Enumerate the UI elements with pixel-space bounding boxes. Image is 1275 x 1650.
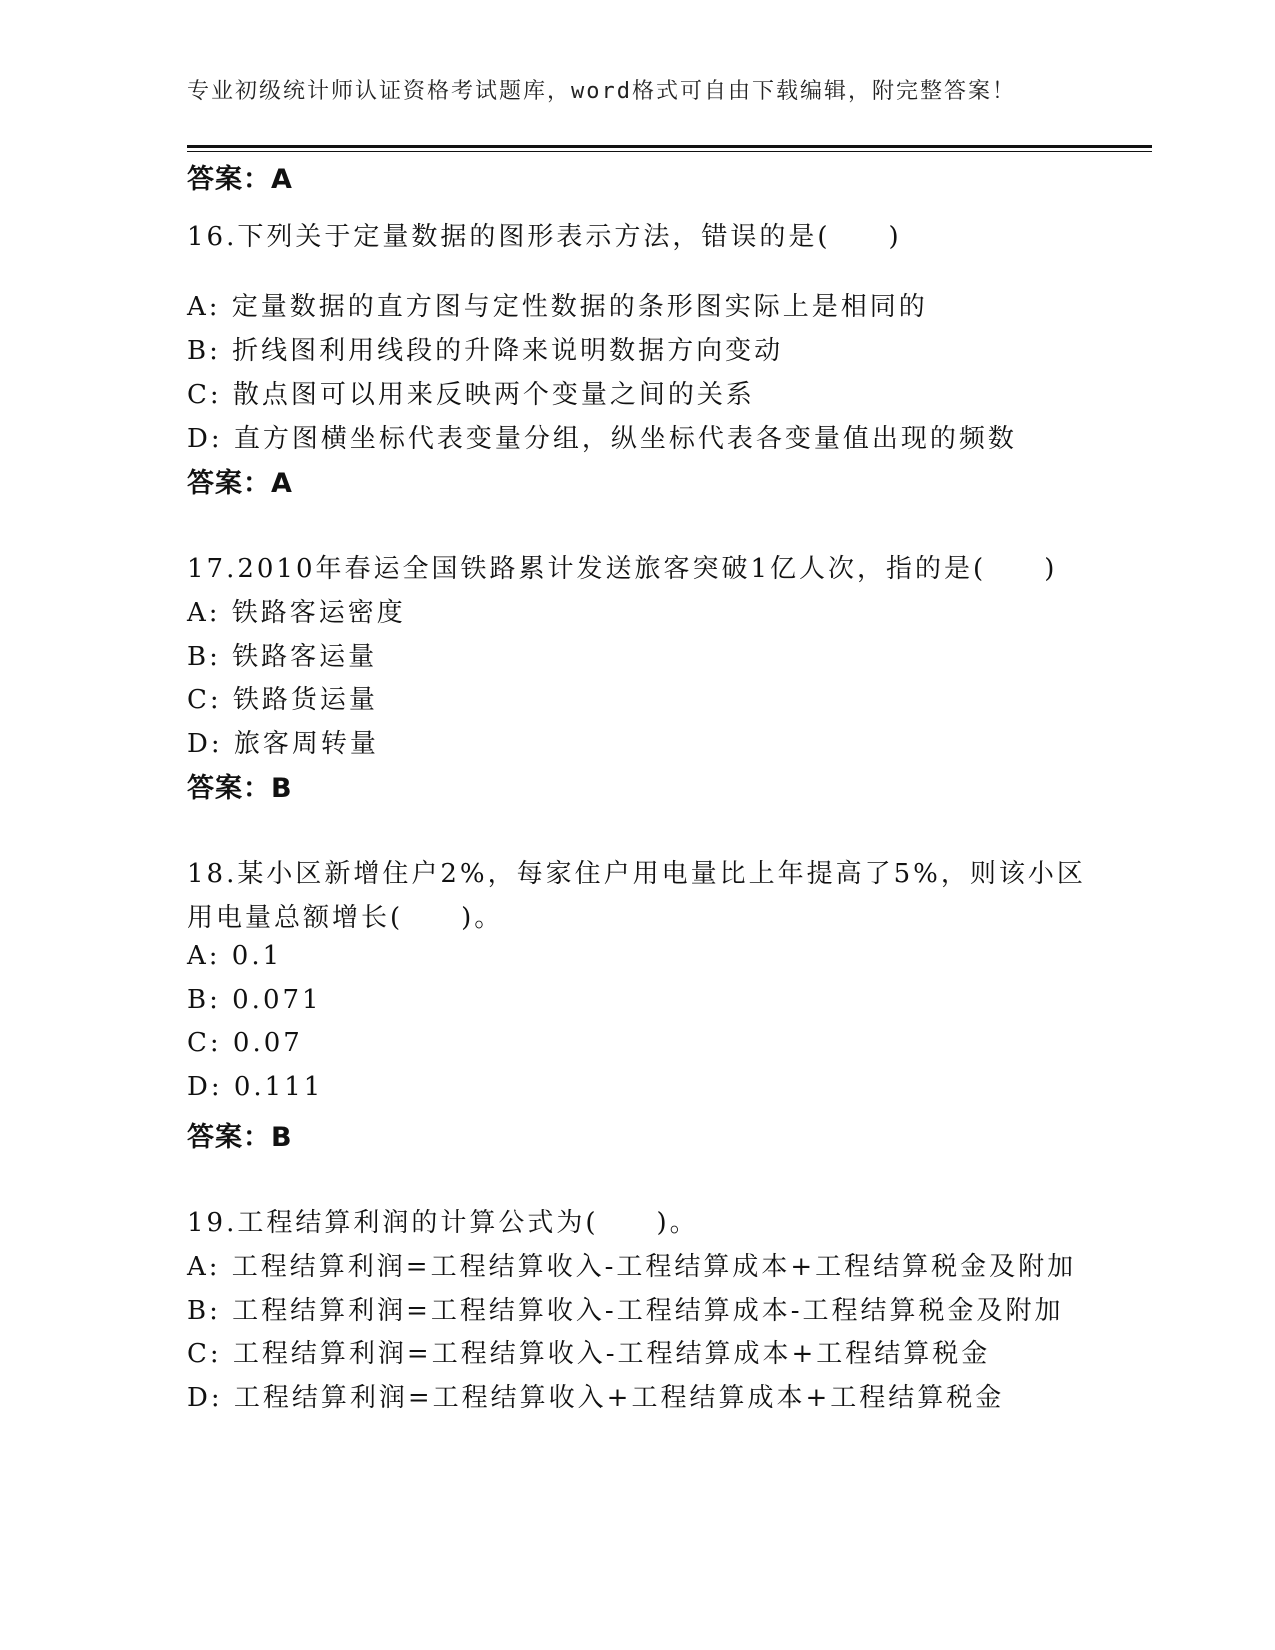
question-16-answer: 答案：A xyxy=(187,468,293,499)
previous-answer: 答案：A xyxy=(187,164,293,195)
question-18-option-a: A: 0.1 xyxy=(187,941,283,971)
header-rule-thick xyxy=(187,145,1152,148)
question-17-answer: 答案：B xyxy=(187,773,293,804)
question-16-stem: 16.下列关于定量数据的图形表示方法，错误的是( ) xyxy=(187,222,902,252)
question-19-option-d: D: 工程结算利润=工程结算收入+工程结算成本+工程结算税金 xyxy=(187,1383,1005,1413)
question-18-answer: 答案：B xyxy=(187,1122,293,1153)
question-18-option-b: B: 0.071 xyxy=(187,985,322,1015)
header-rule-thin xyxy=(187,151,1152,152)
question-19-option-c: C: 工程结算利润=工程结算收入-工程结算成本+工程结算税金 xyxy=(187,1339,991,1369)
question-17-option-d: D: 旅客周转量 xyxy=(187,729,379,759)
question-19-option-a: A: 工程结算利润=工程结算收入-工程结算成本+工程结算税金及附加 xyxy=(187,1252,1077,1282)
question-18-option-c: C: 0.07 xyxy=(187,1028,303,1058)
question-17-option-b: B: 铁路客运量 xyxy=(187,642,378,672)
question-16-option-c: C: 散点图可以用来反映两个变量之间的关系 xyxy=(187,380,755,410)
question-17-option-a: A: 铁路客运密度 xyxy=(187,598,406,628)
question-18-stem-line1: 18.某小区新增住户2%，每家住户用电量比上年提高了5%，则该小区 xyxy=(187,859,1086,889)
question-19-option-b: B: 工程结算利润=工程结算收入-工程结算成本-工程结算税金及附加 xyxy=(187,1296,1064,1326)
question-16-option-b: B: 折线图利用线段的升降来说明数据方向变动 xyxy=(187,336,784,366)
question-16-option-d: D: 直方图横坐标代表变量分组，纵坐标代表各变量值出现的频数 xyxy=(187,424,1017,454)
question-18-option-d: D: 0.111 xyxy=(187,1072,324,1102)
question-18-stem-line2: 用电量总额增长( )。 xyxy=(187,903,504,933)
question-17-option-c: C: 铁路货运量 xyxy=(187,685,378,715)
page-header: 专业初级统计师认证资格考试题库，word格式可自由下载编辑，附完整答案！ xyxy=(187,79,1016,104)
question-19-stem: 19.工程结算利润的计算公式为( )。 xyxy=(187,1208,699,1238)
question-17-stem: 17.2010年春运全国铁路累计发送旅客突破1亿人次，指的是( ) xyxy=(187,554,1058,584)
question-16-option-a: A: 定量数据的直方图与定性数据的条形图实际上是相同的 xyxy=(187,292,928,322)
